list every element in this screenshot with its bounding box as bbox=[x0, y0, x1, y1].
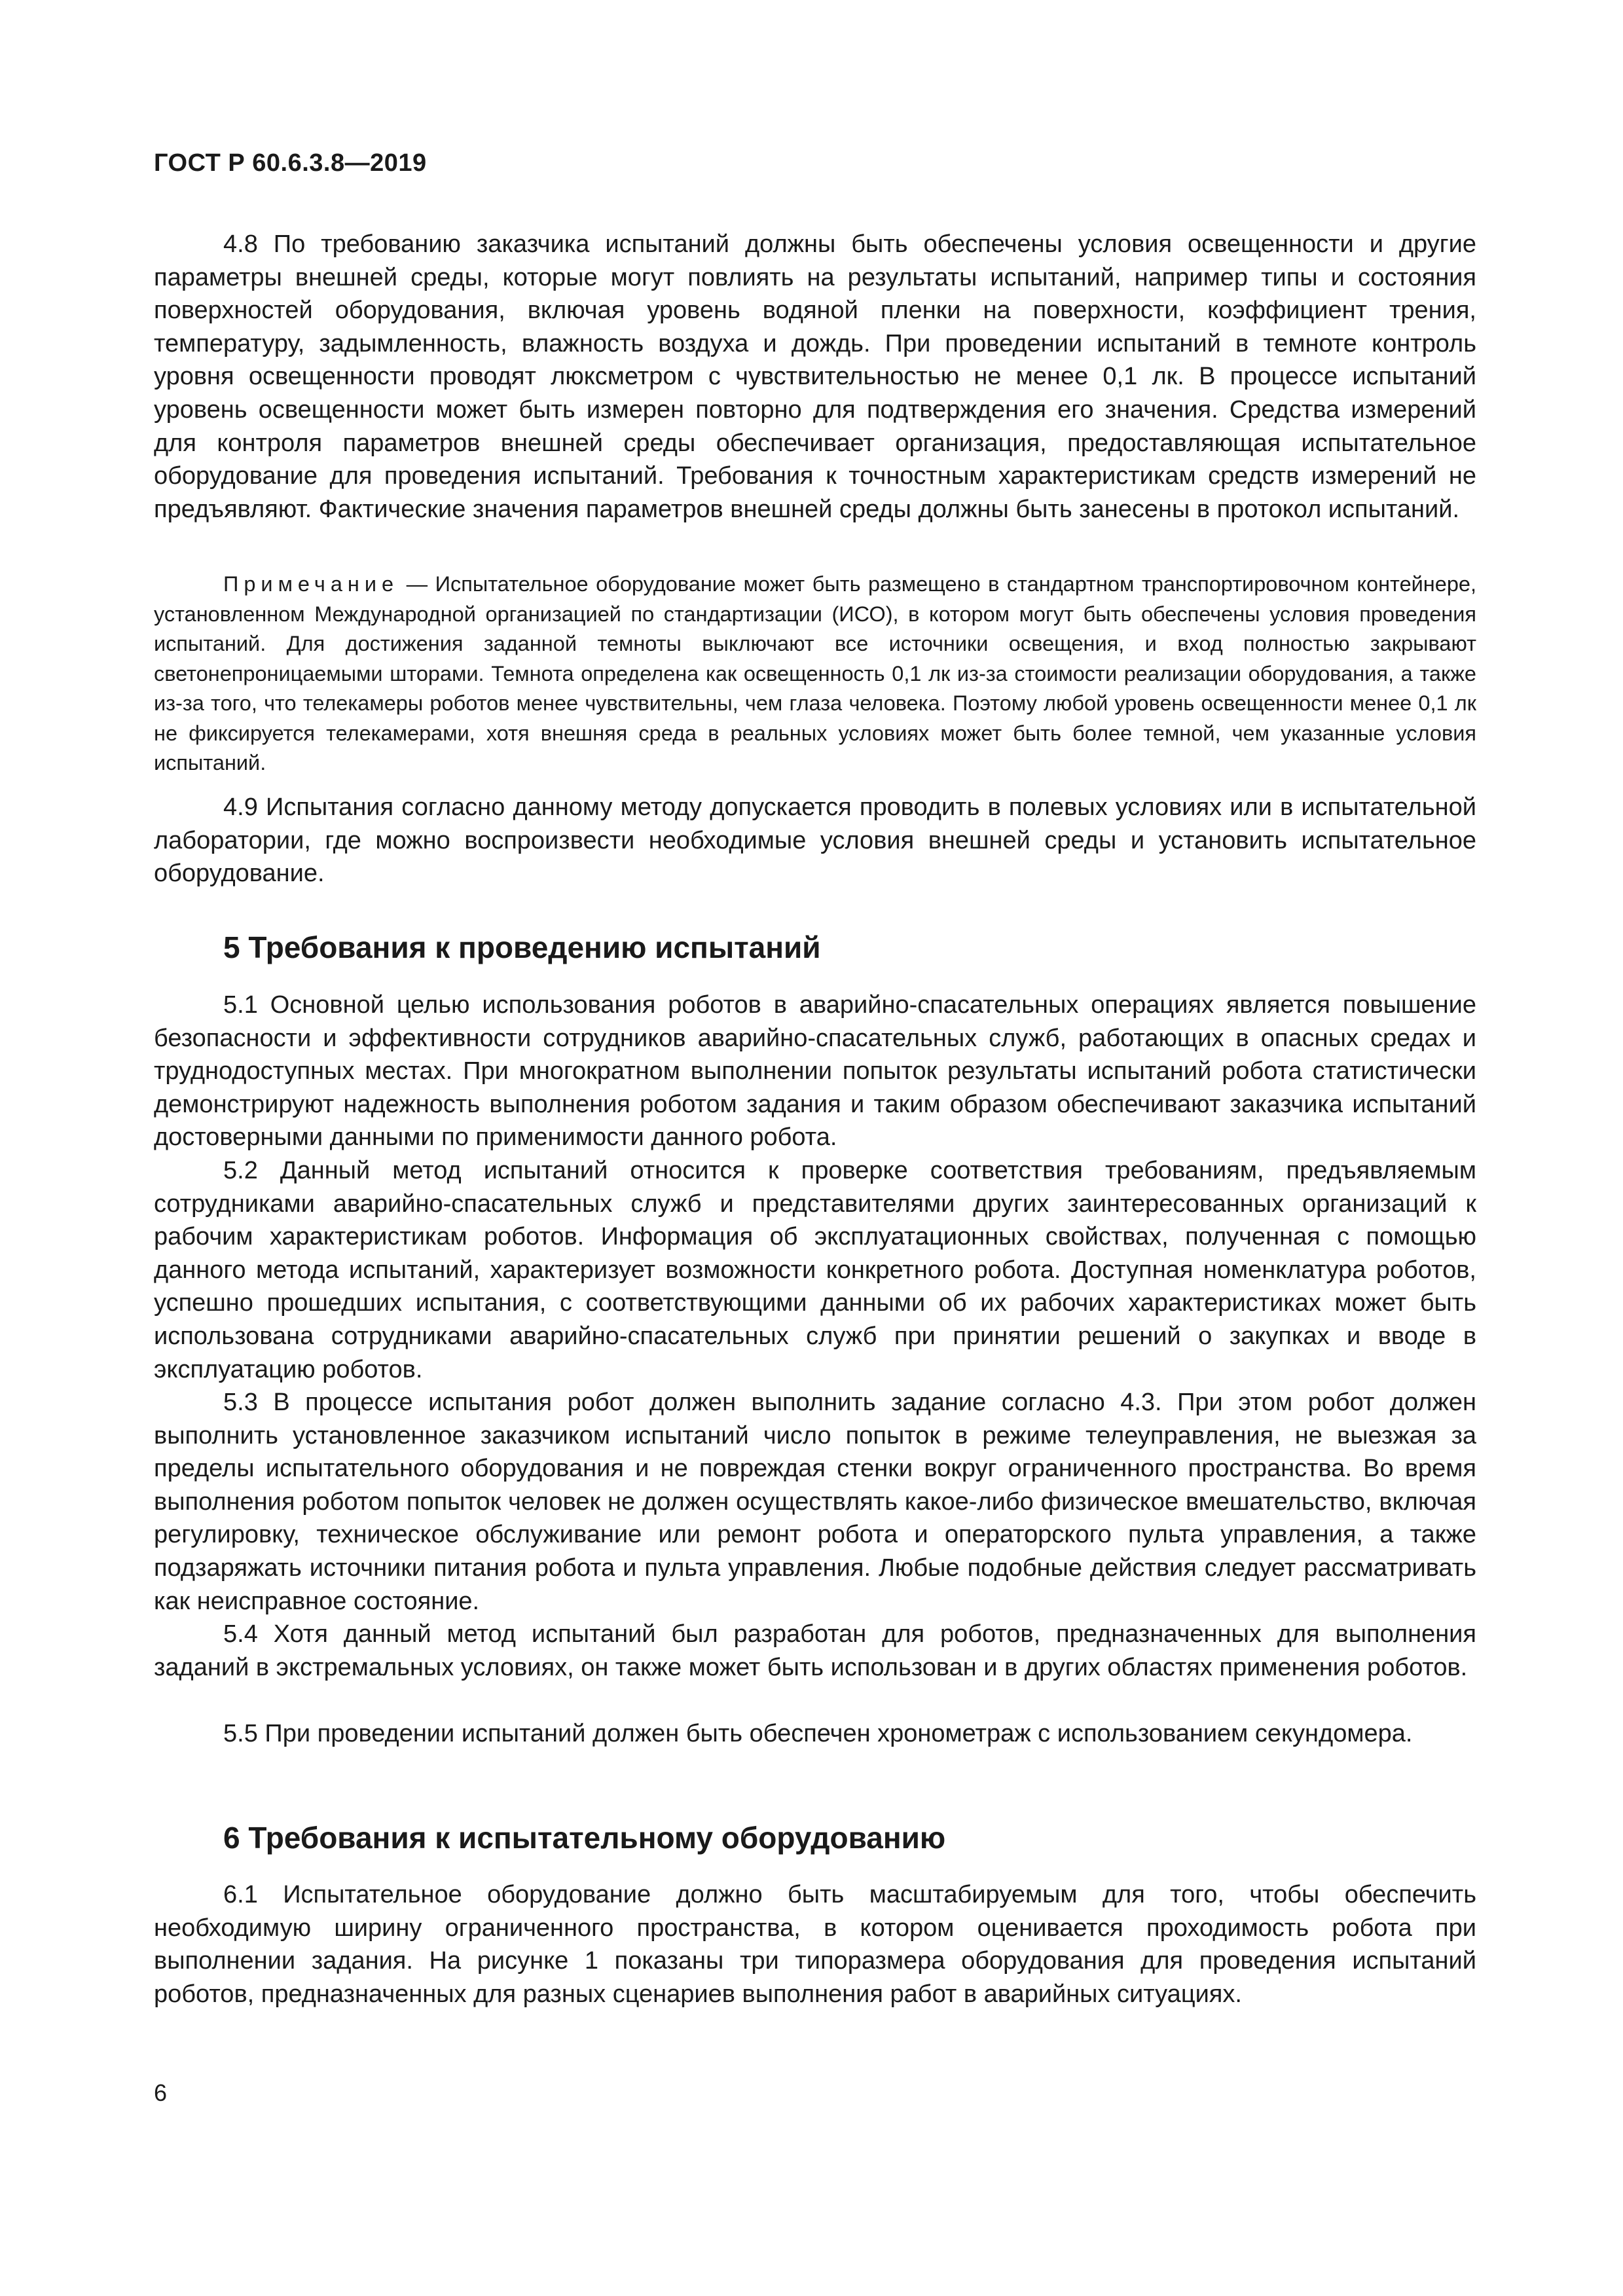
paragraph-6-1: 6.1 Испытательное оборудование должно быть масштабируемым для того, чтобы обеспечить необходимую ширину ограниченного пространства, в котором оценивается проходимость робота при выполнении задания. На рисунке 1 показаны три типоразмера оборудования для проведения испытаний роботов, предназначенных для разных сценариев выполнения работ в аварийных ситуациях. bbox=[154, 1881, 1476, 2008]
paragraph-5-5: 5.5 При проведении испытаний должен быть обеспечен хронометраж с использованием секундомера. bbox=[223, 1720, 1413, 1747]
note-paragraph bbox=[154, 570, 1476, 778]
note-text: — Испытательное оборудование может быть размещено в стандартном транспортировочном контейнере, установленном Международной организацией по стандартизации (ИСО), в котором могут быть обеспечены условия проведения испытаний. Для достижения заданной темноты выключают все источники освещения, и вход полностью закрывают светонепроницаемыми шторами. Темнота определена как освещенность 0,1 лк из-за стоимости реализации оборудования, а также из-за того, что телекамеры роботов менее чувствительны, чем глаза человека. Поэтому любой уровень освещенности менее 0,1 лк не фиксируется телекамерами, хотя внешняя среда в реальных условиях может быть более темной, чем указанные условия испытаний. bbox=[154, 572, 1476, 774]
page-number: 6 bbox=[154, 2079, 168, 2106]
paragraph-5-4: 5.4 Хотя данный метод испытаний был разработан для роботов, предназначенных для выполнения заданий в экстремальных условиях, он также может быть использован и в других областях применения роботов. bbox=[154, 1620, 1476, 1681]
paragraph-4-8: 4.8 По требованию заказчика испытаний должны быть обеспечены условия освещенности и другие параметры внешней среды, которые могут повлиять на результаты испытаний, например типы и состояния поверхностей оборудования, включая уровень водяной пленки на поверхности, коэффициент трения, температуру, задымленность, влажность воздуха и дождь. При проведении испытаний в темноте контроль уровня освещенности проводят люксметром с чувствительностью не менее 0,1 лк. В процессе испытаний уровень освещенности может быть измерен повторно для подтверждения его значения. Средства измерений для контроля параметров внешней среды обеспечивает организация, предоставляющая испытательное оборудование для проведения испытаний. Требования к точностным характеристикам средств измерений не предъявляют. Фактические значения параметров внешней среды должны быть занесены в протокол испытаний. bbox=[154, 230, 1476, 523]
section-5-title: 5 Требования к проведению испытаний bbox=[223, 930, 821, 964]
document-header: ГОСТ Р 60.6.3.8—2019 bbox=[154, 149, 427, 177]
paragraph-5-1: 5.1 Основной целью использования роботов в аварийно-спасательных операциях является повышение безопасности и эффективности сотрудников аварийно-спасательных служб, работающих в опасных средах и труднодоступных местах. При многократном выполнении попыток результаты испытаний робота статистически демонстрируют надежность выполнения роботом задания и таким образом обеспечивают заказчика испытаний достоверными данными по применимости данного робота. bbox=[154, 991, 1476, 1152]
section-6-title: 6 Требования к испытательному оборудованию bbox=[223, 1821, 946, 1855]
paragraph-5-3: 5.3 В процессе испытания робот должен выполнить задание согласно 4.3. При этом робот должен выполнить установленное заказчиком испытаний число попыток в режиме телеуправления, не выезжая за пределы испытательного оборудования и не повреждая стенки вокруг ограниченного пространства. Во время выполнения роботом попыток человек не должен осуществлять какое-либо физическое вмешательство, включая регулировку, техническое обслуживание или ремонт робота и операторского пульта управления, а также подзаряжать источники питания робота и пульта управления. Любые подобные действия следует рассматривать как неисправное состояние. bbox=[154, 1389, 1476, 1615]
paragraph-5-2: 5.2 Данный метод испытаний относится к проверке соответствия требованиям, предъявляемым сотрудниками аварийно-спасательных служб и представителями других заинтересованных организаций к рабочим характеристикам роботов. Информация об эксплуатационных свойствах, полученная с помощью данного метода испытаний, характеризует возможности конкретного робота. Доступная номенклатура роботов, успешно прошедших испытания, с соответствующими данными об их рабочих характеристиках может быть использована сотрудниками аварийно-спасательных служб при принятии решений о закупках и вводе в эксплуатацию роботов. bbox=[154, 1157, 1476, 1383]
note-label: Примечание bbox=[223, 572, 399, 596]
paragraph-4-9: 4.9 Испытания согласно данному методу допускается проводить в полевых условиях или в испытательной лаборатории, где можно воспроизвести необходимые условия внешней среды и установить испытательное оборудование. bbox=[154, 793, 1476, 888]
